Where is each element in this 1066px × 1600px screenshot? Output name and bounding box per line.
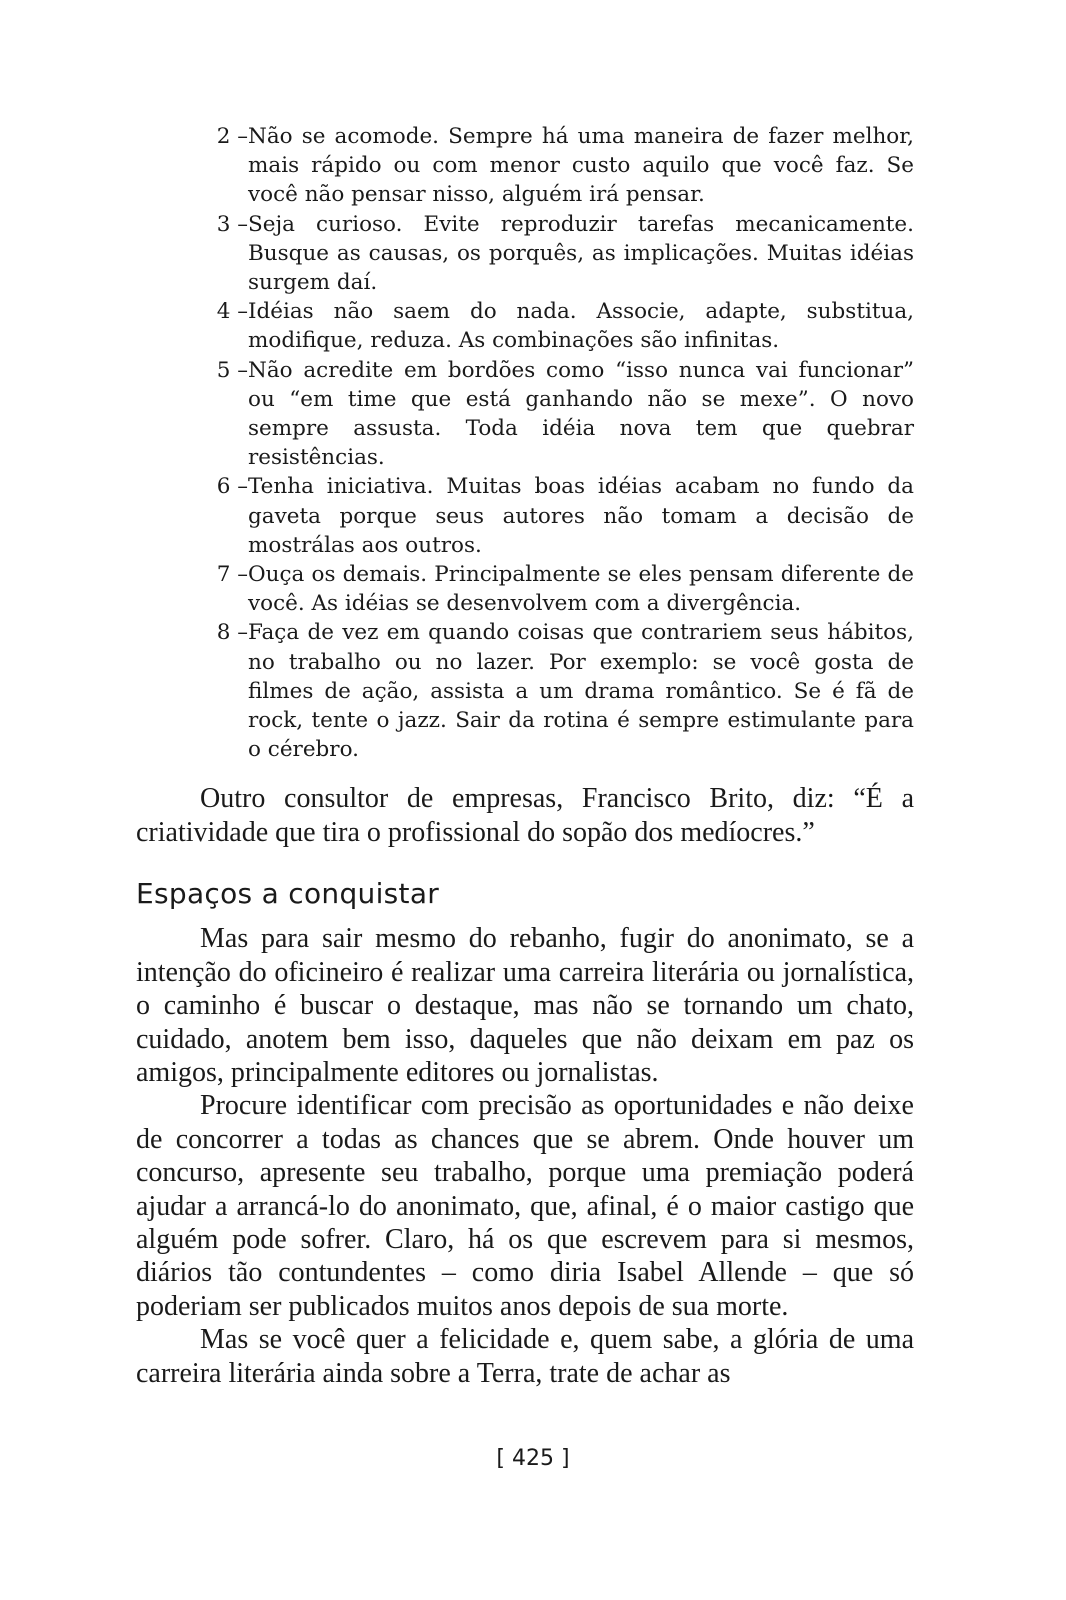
list-item xyxy=(136,472,914,560)
list-item-text: Ouça os demais. Principalmente se eles pensam diferente de você. As idéias se desenvolvem com a divergência. xyxy=(248,562,914,617)
page-number: [ 425 ] xyxy=(496,1446,570,1471)
list-item xyxy=(136,297,914,355)
list-item-number: 7 – xyxy=(216,562,248,588)
body-paragraph: Mas se você quer a felicidade e, quem sabe, a glória de uma carreira literária ainda sobre a Terra, trate de achar as xyxy=(136,1324,914,1389)
list-item-text: Não se acomode. Sempre há uma maneira de fazer melhor, mais rápido ou com menor custo aquilo que você faz. Se você não pensar nisso, alguém irá pensar. xyxy=(248,124,914,208)
list-item-text: Tenha iniciativa. Muitas boas idéias acabam no fundo da gaveta porque seus autores não tomam a decisão de mostrálas aos outros. xyxy=(248,474,914,558)
list-item-number: 6 – xyxy=(216,474,248,500)
section-heading: Espaços a conquistar xyxy=(136,877,440,911)
list-item-number: 4 – xyxy=(216,299,248,325)
list-item xyxy=(136,210,914,298)
list-item xyxy=(136,356,914,473)
list-item-text: Faça de vez em quando coisas que contrariem seus hábitos, no trabalho ou no lazer. Por exemplo: se você gosta de filmes de ação, assista a um drama romântico. Se é fã de rock, tente o jazz. Sair da rotina é sempre estimulante para o cérebro. xyxy=(248,620,914,763)
numbered-list xyxy=(136,122,914,764)
list-item-number: 3 – xyxy=(216,211,248,237)
list-item-text: Não acredite em bordões como “isso nunca vai funcionar” ou “em time que está ganhando não se mexe”. O novo sempre assusta. Toda idéia nova tem que quebrar resistências. xyxy=(248,357,914,471)
list-item-text: Seja curioso. Evite reproduzir tarefas mecanicamente. Busque as causas, os porquês, as implicações. Muitas idéias surgem daí. xyxy=(248,211,914,296)
list-item xyxy=(136,122,914,210)
list-item-number: 5 – xyxy=(216,357,248,383)
list-item xyxy=(136,560,914,618)
list-item-text: Idéias não saem do nada. Associe, adapte, substitua, modifique, reduza. As combinações são infinitas. xyxy=(248,299,914,354)
list-item xyxy=(136,618,914,764)
list-item-number: 2 – xyxy=(216,124,248,149)
body-paragraph: Mas para sair mesmo do rebanho, fugir do anonimato, se a intenção do oficineiro é realizar uma carreira literária ou jornalística, o caminho é buscar o destaque, mas não se tornando um chato, cuidado, anotem bem isso, daqueles que não deixam em paz os amigos, principalmente editores ou jornalistas. xyxy=(136,923,914,1088)
body-paragraph: Procure identificar com precisão as oportunidades e não deixe de concorrer a todas as chances que se abrem. Onde houver um concurso, apresente seu trabalho, porque uma premiação poderá ajudar a arrancá-lo do anonimato, que, afinal, é o maior castigo que alguém pode sofrer. Claro, há os que escrevem para si mesmos, diários tão contundentes – como diria Isabel Allende – que só poderiam ser publicados muitos anos depois de sua morte. xyxy=(136,1090,914,1322)
list-item-number: 8 – xyxy=(216,620,248,646)
page-body xyxy=(136,122,914,1390)
quote-paragraph: Outro consultor de empresas, Francisco Brito, diz: “É a criatividade que tira o profissional do sopão dos medíocres.” xyxy=(136,783,914,848)
